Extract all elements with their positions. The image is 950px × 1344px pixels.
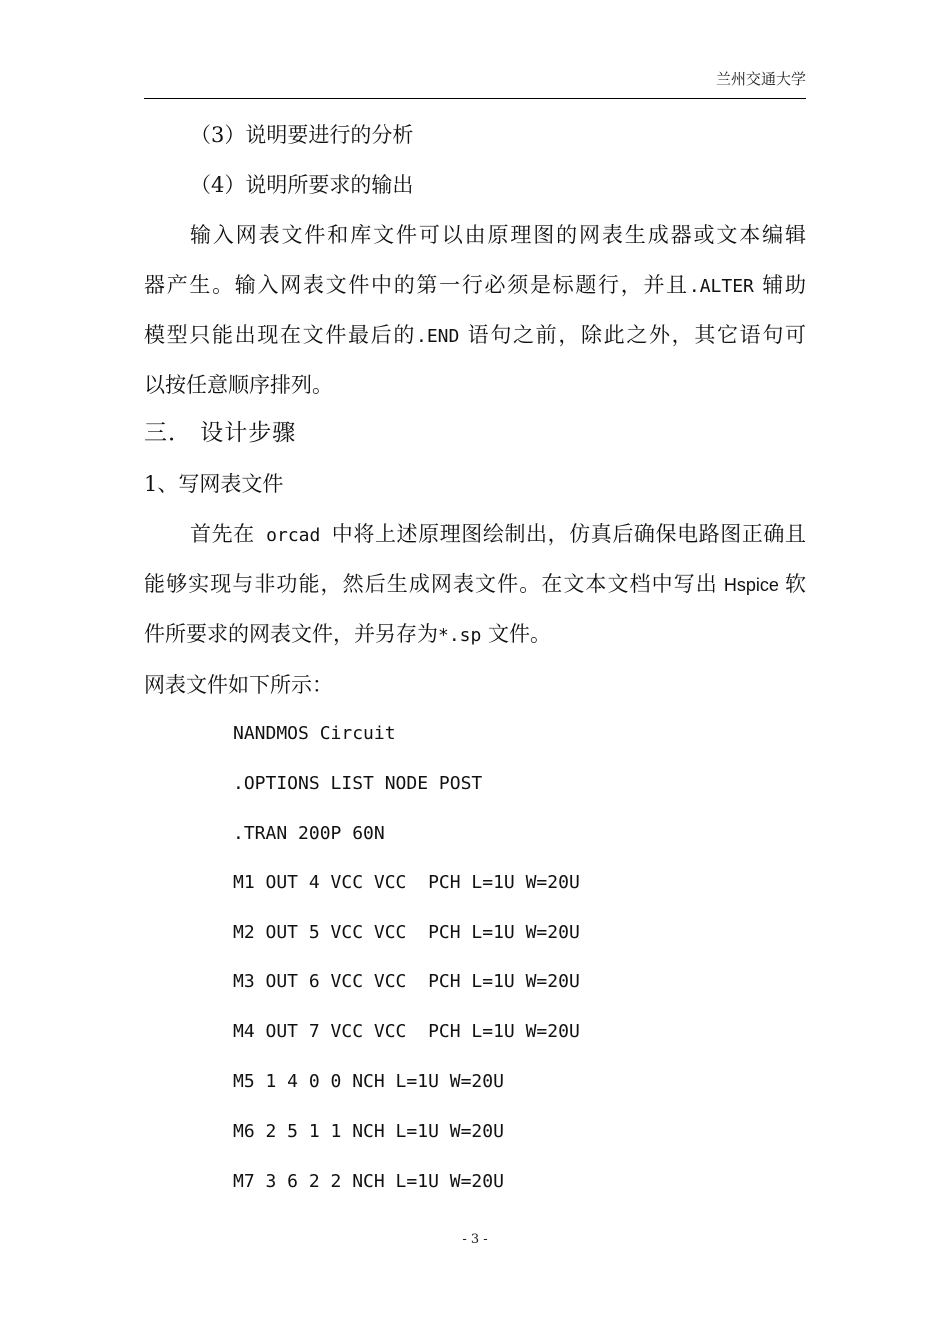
running-header: 兰州交通大学 [715,70,806,88]
text-inline-hspice: Hspice [717,575,785,595]
code-inline-end: .END [415,326,460,347]
text-run: 模型只能出现在文件最后的 [144,323,416,347]
paragraph-1-line-4: 以按任意顺序排列。 [144,373,333,397]
section-heading: 三． 设计步骤 [144,420,297,446]
paragraph-2-line-1 [190,520,806,550]
text-run: 中将上述原理图绘制出，仿真后确保电路图正确且 [331,522,807,546]
netlist-line: M1 OUT 4 VCC VCC PCH L=1U W=20U [233,872,580,893]
list-item-4: （4）说明所要求的输出 [190,173,414,197]
code-inline-sp: *.sp [438,625,482,646]
text-run: 件所要求的网表文件，并另存为 [144,622,438,646]
netlist-line: M2 OUT 5 VCC VCC PCH L=1U W=20U [233,922,580,943]
paragraph-2-line-2 [144,570,806,599]
netlist-line: M3 OUT 6 VCC VCC PCH L=1U W=20U [233,971,580,992]
netlist-intro: 网表文件如下所示： [144,673,333,697]
netlist-line: NANDMOS Circuit [233,723,396,744]
code-inline-alter: .ALTER [688,276,754,297]
text-run: 辅助 [753,273,806,297]
paragraph-1-line-2 [144,271,806,301]
text-run: 器产生。输入网表文件中的第一行必须是标题行，并且 [144,273,689,297]
paragraph-2-line-3 [144,620,806,650]
netlist-line: M4 OUT 7 VCC VCC PCH L=1U W=20U [233,1021,580,1042]
list-item-3: （3）说明要进行的分析 [190,123,414,147]
code-inline-orcad: orcad [254,525,332,546]
netlist-line: M6 2 5 1 1 NCH L=1U W=20U [233,1121,504,1142]
paragraph-1-line-3 [144,321,806,351]
netlist-line: M7 3 6 2 2 NCH L=1U W=20U [233,1171,504,1192]
header-rule [144,98,806,99]
netlist-line: M5 1 4 0 0 NCH L=1U W=20U [233,1071,504,1092]
netlist-line: .OPTIONS LIST NODE POST [233,773,483,794]
netlist-line: .TRAN 200P 60N [233,823,385,844]
paragraph-1-line-1: 输入网表文件和库文件可以由原理图的网表生成器或文本编辑 [190,223,806,247]
text-run: 文件。 [481,622,552,646]
text-run: 首先在 [190,522,255,546]
step-heading: 1、写网表文件 [144,472,284,496]
text-run: 能够实现与非功能，然后生成网表文件。在文本文档中写出 [144,572,718,596]
text-run: 软 [785,572,806,596]
page-number: - 3 - [462,1232,488,1247]
text-run: 语句之前，除此之外，其它语句可 [459,323,806,347]
